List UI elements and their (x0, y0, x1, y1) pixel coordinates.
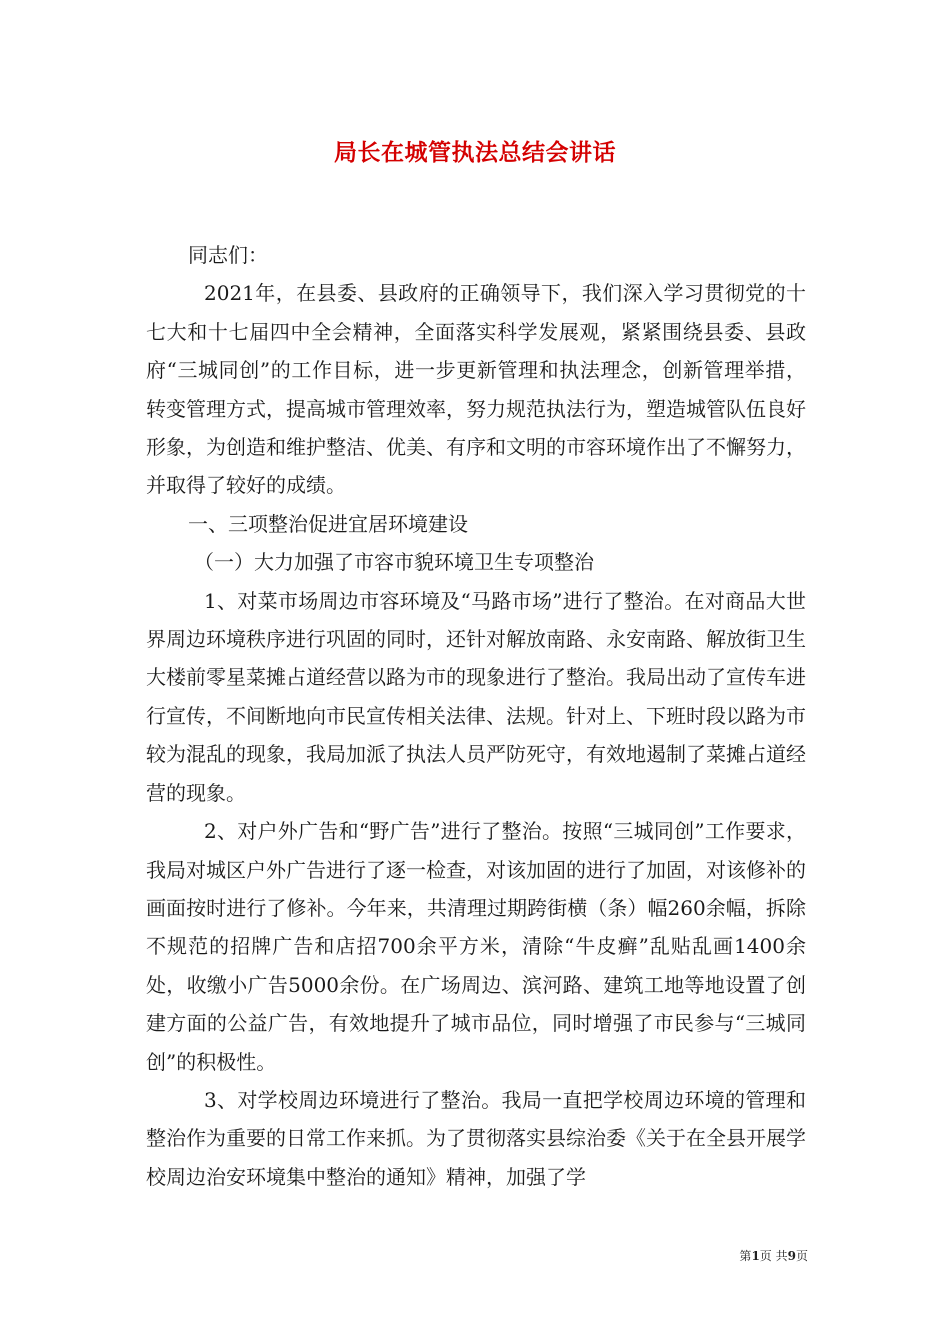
subsection-heading-1: （一）大力加强了市容市貌环境卫生专项整治 (194, 550, 594, 575)
greeting: 同志们： (188, 243, 268, 267)
paragraph-intro: 2021年，在县委、县政府的正确领导下，我们深入学习贯彻党的十七大和十七届四中全会精神，全面落实科学发展观，紧紧围绕县委、县政府“三城同创”的工作目标，进一步更新管理和执法理念，创新管理举措，转变管理方式，提高城市管理效率，努力规范执法行为，塑造城管队伍良好形象，为创造和维护整洁、优美、有序和文明的市容环境作出了不懈努力，并取得了较好的成绩。 (146, 281, 806, 498)
footer-middle: 页 共 (759, 1249, 788, 1263)
footer-current-page: 1 (751, 1249, 760, 1263)
paragraph-item-1: 1、对菜市场周边市容环境及“马路市场”进行了整治。在对商品大世界周边环境秩序进行巩固的同时，还针对解放南路、永安南路、解放街卫生大楼前零星菜摊占道经营以路为市的现象进行了整治。我局出动了宣传车进行宣传，不间断地向市民宣传相关法律、法规。针对上、下班时段以路为市较为混乱的现象，我局加派了执法人员严防死守，有效地遏制了菜摊占道经营的现象。 (146, 588, 806, 805)
footer-suffix: 页 (795, 1249, 808, 1263)
document-body (146, 236, 806, 1196)
footer-prefix: 第 (739, 1249, 752, 1263)
paragraph-item-3: 3、对学校周边环境进行了整治。我局一直把学校周边环境的管理和整治作为重要的日常工作来抓。为了贯彻落实县综治委《关于在全县开展学校周边治安环境集中整治的通知》精神，加强了学 (146, 1087, 806, 1189)
paragraph-item-2: 2、对户外广告和“野广告”进行了整治。按照“三城同创”工作要求，我局对城区户外广告进行了逐一检查，对该加固的进行了加固，对该修补的画面按时进行了修补。今年来，共清理过期跨街横（条）幅260余幅，拆除不规范的招牌广告和店招700余平方米，清除“牛皮癣”乱贴乱画1400余处，收缴小广告5000余份。在广场周边、滨河路、建筑工地等地设置了创建方面的公益广告，有效地提升了城市品位，同时增强了市民参与“三城同创”的积极性。 (146, 819, 806, 1074)
document-title: 局长在城管执法总结会讲话 (334, 139, 616, 166)
page-number-footer (739, 1247, 808, 1264)
section-heading-1: 一、三项整治促进宜居环境建设 (188, 511, 468, 536)
footer-total-pages: 9 (787, 1249, 796, 1263)
